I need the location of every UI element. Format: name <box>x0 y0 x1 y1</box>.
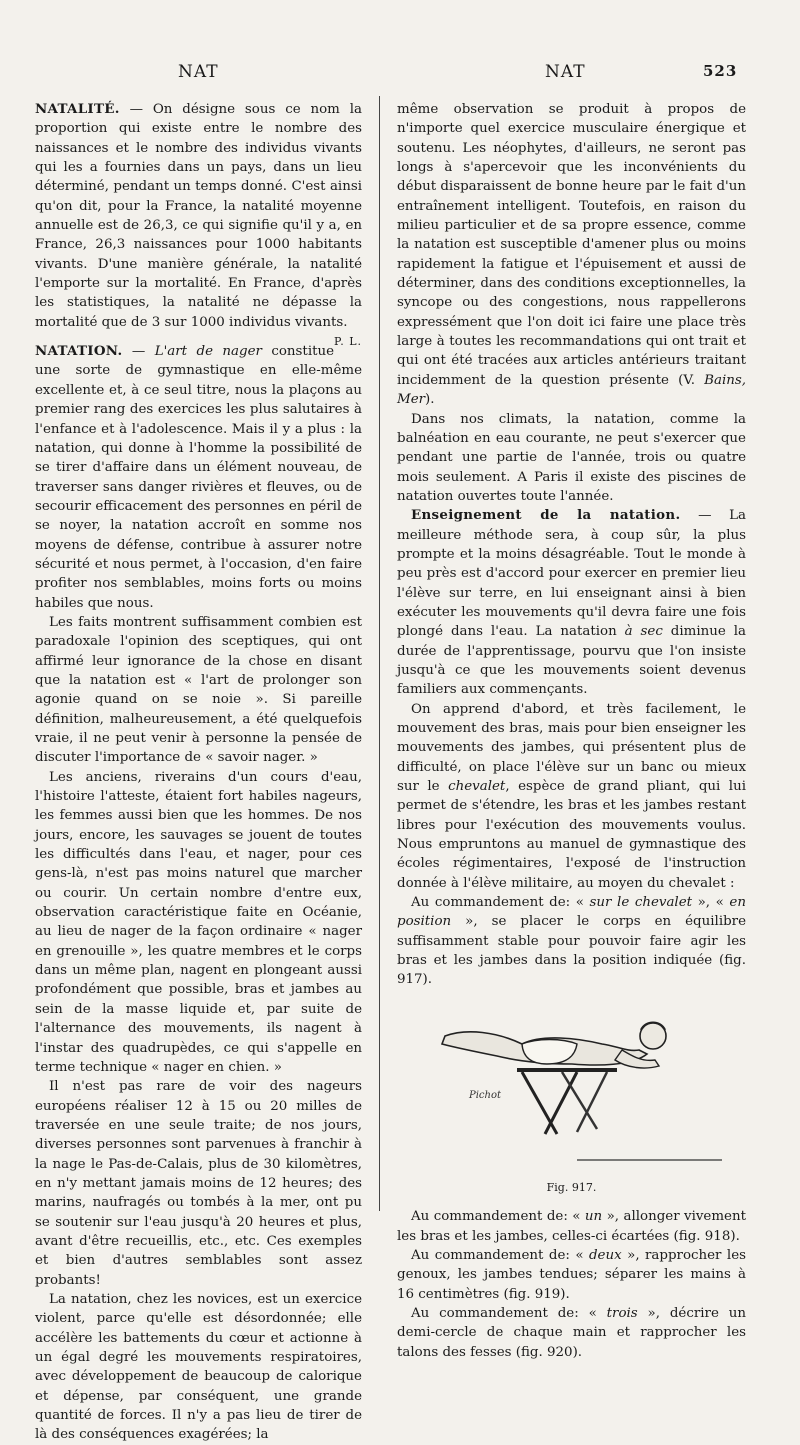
text: diminue la durée de l'apprentissage, pourvu que l'on insiste jusqu'à ce que les mouvements soient devenus familiers aux commençants. <box>397 624 746 698</box>
left-column <box>35 100 362 1445</box>
signature: P. L. <box>334 335 362 349</box>
paragraph <box>397 893 746 990</box>
italic-text: à sec <box>624 624 663 640</box>
paragraph: La natation, chez les novices, est un exercice violent, parce qu'elle est désordonnée; elle accélère les battements du cœur et actionne à un égal degré les mouvements respiratoires, avec développement de beaucoup de calorique et dépense, par conséquent, une grande quantité de forces. Il n'y a pas lieu de tirer de là des conséquences exagérées; la <box>35 1291 362 1443</box>
command-deux <box>397 1246 746 1304</box>
paragraph: Il n'est pas rare de voir des nageurs européens réaliser 12 à 15 ou 20 milles de traversée en une seule traite; de nos jours, diverses personnes sont parvenues à franchir à la nage le Pas-de-Calais, plus de 30 kilomètres, en n'y mettant jamais moins de 12 heures; des marins, naufragés ou tombés à la mer, ont pu se soutenir sur l'eau jusqu'à 20 heures et plus, avant d'être recueillis, etc., etc. Ces exemples et bien d'autres semblables sont assez probants! <box>35 1079 362 1288</box>
natation-text: constitue une sorte de gymnastique en elle-même excellente et, à ce seul titre, nous la plaçons au premier rang des exercices les plus salutaires à l'enfance et à l'adolescence. Mais il y a plus : la natation, qui donne à l'homme la possibilité de se tirer d'affaire dans un élément nouveau, de traverser sans danger rivières et fleuves, ou de secourir efficacement des personnes en péril de se noyer, la natation accroît en somme nos moyens de défense, contribue à assurer notre sécurité et nous permet, à l'occasion, d'en faire profiter nos semblables, moins forts ou moins habiles que nous. <box>35 344 362 611</box>
text: », « <box>692 895 730 911</box>
natalite-text: — On désigne sous ce nom la proportion qui existe entre le nombre des naissances et le nombre des individus vivants qui les a fournies dans un pays, dans un lieu déterminé, pendant un temps donné. C'est ainsi qu'on dit, pour la France, la natalité moyenne annuelle est de 26,3, ce qui signifie qu'il y a, en France, 26,3 naissances pour 1000 habitants vivants. D'une manière générale, la natalité l'emporte sur la mortalité. En France, d'après les statistiques, la natalité ne dépasse la mortalité que de 3 sur 1000 individus vivants. <box>35 102 362 330</box>
natation-italic: L'art de nager <box>154 344 262 360</box>
text: », allonger vivement les bras et les jambes, celles-ci écartées (fig. 918). <box>397 1209 746 1244</box>
text: , espèce de grand pliant, qui lui permet de s'étendre, les bras et les jambes restant libres pour l'exécution des mouvements voulus. Nous empruntons au manuel de gymnastique des écoles régimentaires, l'exposé de l'instruction donnée à l'élève militaire, au moyen du chevalet : <box>397 779 747 891</box>
running-head-left: NAT <box>178 62 219 82</box>
text: Au commandement de: « <box>411 1209 585 1225</box>
italic-text: trois <box>606 1305 638 1321</box>
command-trois <box>397 1304 746 1362</box>
paragraph: Dans nos climats, la natation, comme la balnéation en eau courante, ne peut s'exercer que pendant une partie de l'année, trois ou quatre mois seulement. A Paris il existe des piscines de natation ouvertes toute l'année. <box>397 411 746 504</box>
natation-entry <box>35 342 362 613</box>
natalite-entry <box>35 100 362 349</box>
entry-heading-natalite: NATALITÉ. <box>35 101 120 117</box>
right-column <box>397 100 746 1362</box>
entry-heading-natation: NATATION. <box>35 343 123 360</box>
text: ). <box>425 392 435 408</box>
italic-text: sur le chevalet <box>589 895 693 911</box>
italic-ref: Bains, Mer <box>397 372 746 408</box>
text: », se placer le corps en équilibre suffisamment stable pour pouvoir faire agir les bras et les jambes dans la position indiquée (fig. 917). <box>397 914 746 988</box>
paragraph: Les faits montrent suffisamment combien est paradoxale l'opinion des sceptiques, qui ont affirmé leur ignorance de la chose en disant que la natation est « l'art de prolonger son agonie quand on se noie ». Si pareille définition, malheureusement, a été quelquefois vraie, il ne peut venir à personne la pensée de discuter l'importance de « savoir nager. » <box>35 614 362 766</box>
dash: — <box>122 344 155 360</box>
italic-text: un <box>584 1209 603 1225</box>
section-heading: Enseignement de la natation. <box>411 507 681 524</box>
enseignement-paragraph <box>397 506 746 699</box>
command-un <box>397 1207 746 1246</box>
italic-text: en position <box>397 895 746 930</box>
paragraph <box>397 700 746 893</box>
italic-text: chevalet <box>448 779 506 795</box>
text: même observation se produit à propos de n'importe quel exercice musculaire énergique et soutenu. Les néophytes, d'ailleurs, ne seront pas longs à s'apercevoir que les inconvénients du début disparaissent de bonne heure par le fait d'un entraînement intelligent. Toutefois, en raison du milieu particulier et de sa propre essence, comme la natation est susceptible d'amener plus ou moins rapidement la fatigue et l'épuisement et aussi de déterminer, dans des conditions exceptionnelles, la syncope ou des congestions, nous rappellerons expressément que l'on doit ici faire une place très large à toutes les recommandations qui ont trait et qui ont été tracées aux articles antérieurs traitant incidemment de la question présente (V. <box>397 102 746 388</box>
paragraph <box>397 100 746 410</box>
artist-signature: Pichot <box>469 1089 502 1101</box>
running-head-right: NAT <box>545 62 586 82</box>
text: », décrire un demi-cercle de chaque main et rapprocher les talons des fesses (fig. 920). <box>397 1305 746 1360</box>
figure-917 <box>397 1004 746 1174</box>
text: », rapprocher les genoux, les jambes tendues; séparer les mains à 16 centimètres (fig. 919). <box>397 1247 746 1302</box>
text: — La meilleure méthode sera, à coup sûr, la plus prompte et la moins désagréable. Tout le monde à peu près est d'accord pour exercer en premier lieu l'élève sur terre, en lui enseignant ainsi à bien exécuter les mouvements qu'il devra faire une fois plongé dans l'eau. La natation <box>397 508 746 640</box>
paragraph: Les anciens, riverains d'un cours d'eau, l'histoire l'atteste, étaient fort habiles nageurs, les femmes aussi bien que les hommes. De nos jours, encore, les sauvages se jouent de toutes les difficultés dans l'eau, et nager, pour ces gens-là, n'est pas moins naturel que marcher ou courir. Un certain nombre d'entre eux, observation caractéristique faite en Océanie, au lieu de nager de la façon ordinaire « nager en grenouille », les quatre membres et le corps dans un même plan, nagent en plongeant aussi profondément que possible, bras et jambes au sein de la masse liquide et, par suite de l'alternance des mouvements, ils nagent à l'instar des quadrupèdes, ce qui s'appelle en terme technique « nager en chien. » <box>35 769 362 1075</box>
page-number: 523 <box>703 62 738 80</box>
text: On apprend d'abord, et très facilement, le mouvement des bras, mais pour bien enseigner les mouvements des jambes, qui présentent plus de difficulté, on place l'élève sur un banc ou mieux sur le <box>397 701 746 795</box>
italic-text: deux <box>588 1247 622 1263</box>
text: Au commandement de: « <box>411 1305 607 1321</box>
text: Au commandement de: « <box>411 895 590 911</box>
text: Au commandement de: « <box>411 1247 589 1263</box>
swimmer-on-trestle-illustration <box>427 1014 727 1174</box>
column-rule <box>379 96 380 1211</box>
figure-caption: Fig. 917. <box>546 1180 597 1194</box>
